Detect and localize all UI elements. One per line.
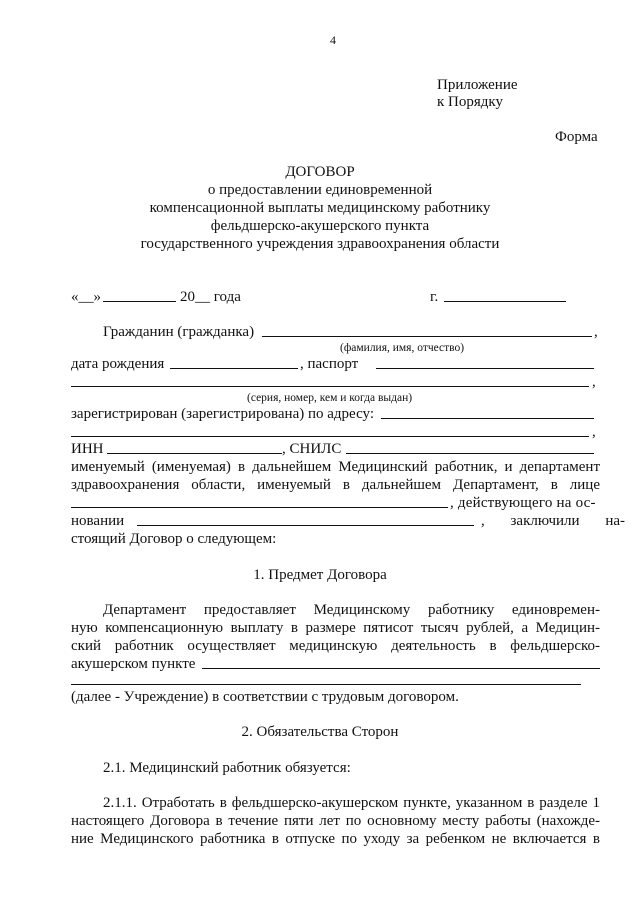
- clause-2-1-1-line-3: ние Медицинского работника в отпуске по уходу за ребенком не включается в: [71, 831, 600, 847]
- citizen-hint: (фамилия, имя, отчество): [340, 342, 465, 354]
- passport-label: , паспорт: [300, 356, 359, 372]
- birth-blank: [170, 368, 298, 369]
- preamble-line-3-end: , действующего на ос-: [450, 495, 596, 511]
- title-line-4: государственного учреждения здравоохранения области: [140, 236, 500, 252]
- snils-label: , СНИЛС: [282, 441, 342, 457]
- date-day: «__»: [71, 289, 101, 305]
- citizen-label: Гражданин (гражданка): [103, 324, 255, 340]
- citizen-comma: ,: [594, 324, 598, 340]
- section-1-line-3: ский работник осуществляет медицинскую деятельность в фельдшерско-: [71, 638, 600, 654]
- document-title: ДОГОВОР: [285, 164, 355, 180]
- registered-blank: [381, 418, 594, 419]
- title-line-1: о предоставлении единовременной: [207, 182, 433, 198]
- appendix-line-2: к Порядку: [437, 94, 503, 110]
- registered-comma: ,: [592, 424, 596, 440]
- snils-blank: [346, 453, 594, 454]
- date-month-blank: [103, 301, 176, 302]
- section-1-line-5: (далее - Учреждение) в соответствии с трудовым договором.: [71, 689, 459, 705]
- passport-blank-2: [71, 386, 589, 387]
- passport-blank: [376, 368, 594, 369]
- basis-blank: [137, 525, 474, 526]
- preamble-line-4-start: новании: [71, 513, 125, 529]
- registered-blank-2: [71, 436, 589, 437]
- birth-label: дата рождения: [71, 356, 165, 372]
- inn-label: ИНН: [71, 441, 104, 457]
- title-line-3: фельдшерско-акушерского пункта: [210, 218, 430, 234]
- section-2-heading: 2. Обязательства Сторон: [241, 724, 399, 740]
- appendix-line-1: Приложение: [437, 77, 518, 93]
- title-line-2: компенсационной выплаты медицинскому работнику: [149, 200, 491, 216]
- passport-hint: (серия, номер, кем и когда выдан): [247, 392, 413, 404]
- city-label: г.: [430, 289, 439, 305]
- representative-blank: [71, 507, 448, 508]
- page-number: 4: [330, 33, 336, 47]
- clause-2-1-1-line-2: настоящего Договора в течение пяти лет по основному месту работы (нахожде-: [71, 813, 600, 829]
- city-blank: [444, 301, 566, 302]
- form-label: Форма: [555, 129, 598, 145]
- section-1-line-2: ную компенсационную выплату в размере пятисот тысяч рублей, а Медицин-: [71, 620, 600, 636]
- date-year: 20__ года: [180, 289, 241, 305]
- fap-name-blank-2: [71, 684, 581, 685]
- section-1-line-1: Департамент предоставляет Медицинскому работнику единовремен-: [103, 602, 600, 618]
- preamble-line-2: здравоохранения области, именуемый в дальнейшем Департамент, в лице: [71, 477, 600, 493]
- preamble-line-4-end: , заключили на-: [481, 513, 626, 529]
- section-1-line-4-start: акушерском пункте: [71, 656, 196, 672]
- citizen-blank: [262, 336, 592, 337]
- registered-label: зарегистрирован (зарегистрирована) по адресу:: [71, 406, 375, 422]
- preamble-line-5: стоящий Договор о следующем:: [71, 531, 277, 547]
- clause-2-1-1-line-1: 2.1.1. Отработать в фельдшерско-акушерском пункте, указанном в разделе 1: [103, 795, 600, 811]
- preamble-line-1: именуемый (именуемая) в дальнейшем Медицинский работник, и департамент: [71, 459, 600, 475]
- section-1-heading: 1. Предмет Договора: [253, 567, 387, 583]
- fap-name-blank: [202, 668, 600, 669]
- clause-2-1: 2.1. Медицинский работник обязуется:: [103, 760, 351, 776]
- passport-comma: ,: [592, 374, 596, 390]
- inn-blank: [107, 453, 282, 454]
